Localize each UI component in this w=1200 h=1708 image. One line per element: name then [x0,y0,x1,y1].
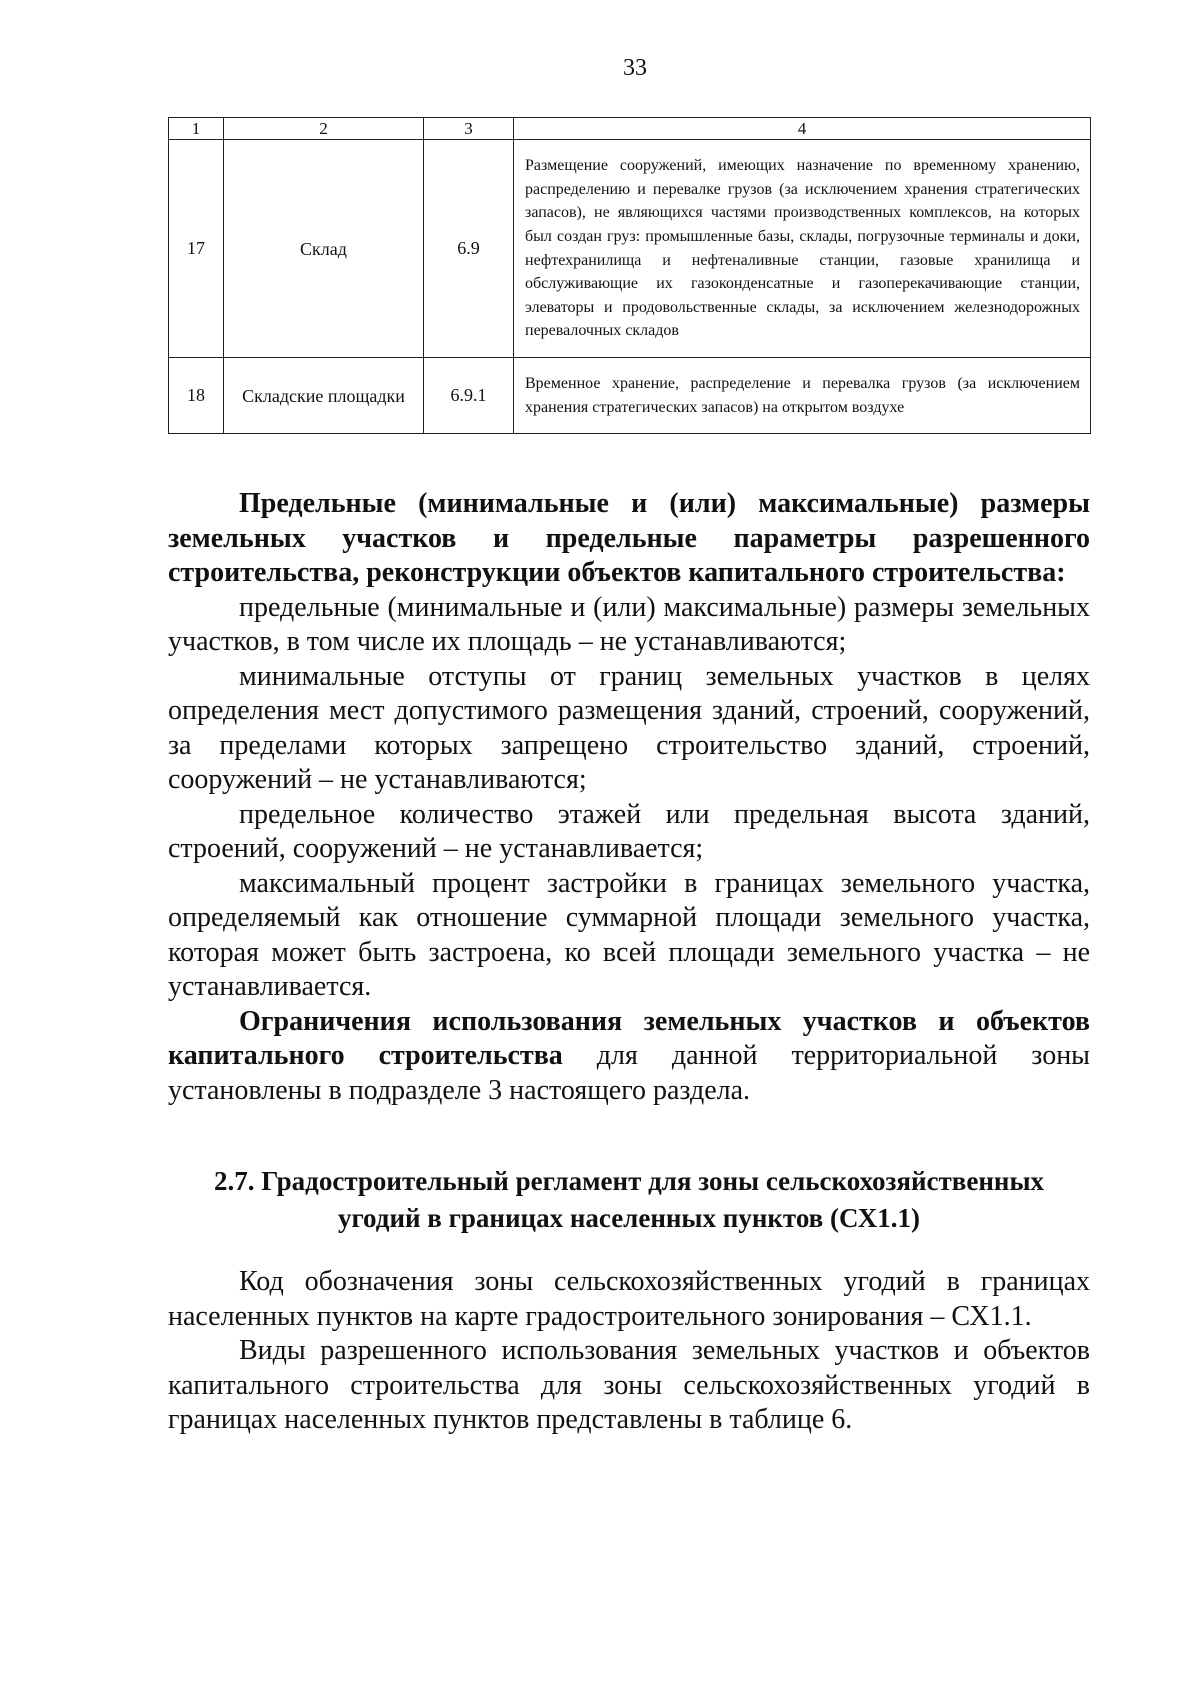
limits-block [168,487,1090,1108]
section-title [168,1163,1090,1237]
use-name: Складские площадки [224,358,424,434]
use-name: Склад [224,140,424,358]
limits-heading: Предельные (минимальные и (или) максимальные) размеры земельных участков и предельные параметры разрешенного строительства, реконструкции объектов капитального строительства: [168,488,1090,588]
table-header-row [169,118,1091,140]
restrictions-paragraph [168,1005,1090,1109]
restrictions-bold: Ограничения использования земельных участков и объектов капитального строительства [168,1005,1090,1071]
page-number: 33 [623,55,647,81]
section-title-line: 2.7. Градостроительный регламент для зоны сельскохозяйственных [213,1166,1045,1196]
section-body [168,1265,1090,1438]
permitted-uses-table [168,117,1091,434]
table-header-cell: 4 [514,118,1091,140]
limits-paragraph: минимальные отступы от границ земельных участков в целях определения мест допустимого размещения зданий, строений, сооружений, за пределами которых запрещено строительство зданий, строений, сооружений – не устанавливаются; [168,660,1090,795]
table-row [169,140,1091,358]
table-row [169,358,1091,434]
section-title-line: угодий в границах населенных пунктов (СХ1.1) [337,1203,921,1233]
section-paragraph: Код обозначения зоны сельскохозяйственных угодий в границах населенных пунктов на карте градостроительного зонирования – СХ1.1. [168,1266,1090,1332]
use-description: Временное хранение, распределение и перевалка грузов (за исключением хранения стратегических запасов) на открытом воздухе [514,358,1091,434]
row-number: 17 [169,140,224,358]
restrictions-rest: для данной территориальной зоны установлены в подразделе 3 настоящего раздела. [168,1040,1090,1106]
limits-paragraph: предельные (минимальные и (или) максимальные) размеры земельных участков, в том числе их площадь – не устанавливаются; [168,591,1090,657]
use-description: Размещение сооружений, имеющих назначение по временному хранению, распределению и перевалке грузов (за исключением хранения стратегических запасов), не являющихся частями производственных комплексов, на которых был создан груз: промышленные базы, склады, погрузочные терминалы и доки, нефтехранилища и нефтеналивные станции, газовые хранилища и обслуживающие их газоконденсатные и газоперекачивающие станции, элеваторы и продовольственные склады, за исключением железнодорожных перевалочных складов [514,140,1091,358]
section-paragraph: Виды разрешенного использования земельных участков и объектов капитального строительства для зоны сельскохозяйственных угодий в границах населенных пунктов представлены в таблице 6. [168,1335,1090,1435]
limits-paragraph: максимальный процент застройки в границах земельного участка, определяемый как отношение суммарной площади земельного участка, которая может быть застроена, ко всей площади земельного участка – не устанавливается. [168,867,1090,1002]
limits-paragraph: предельное количество этажей или предельная высота зданий, строений, сооружений – не устанавливается; [168,798,1090,864]
table-header-cell: 3 [424,118,514,140]
table-header-cell: 1 [169,118,224,140]
use-code: 6.9.1 [424,358,514,434]
table-header-cell: 2 [224,118,424,140]
use-code: 6.9 [424,140,514,358]
row-number: 18 [169,358,224,434]
